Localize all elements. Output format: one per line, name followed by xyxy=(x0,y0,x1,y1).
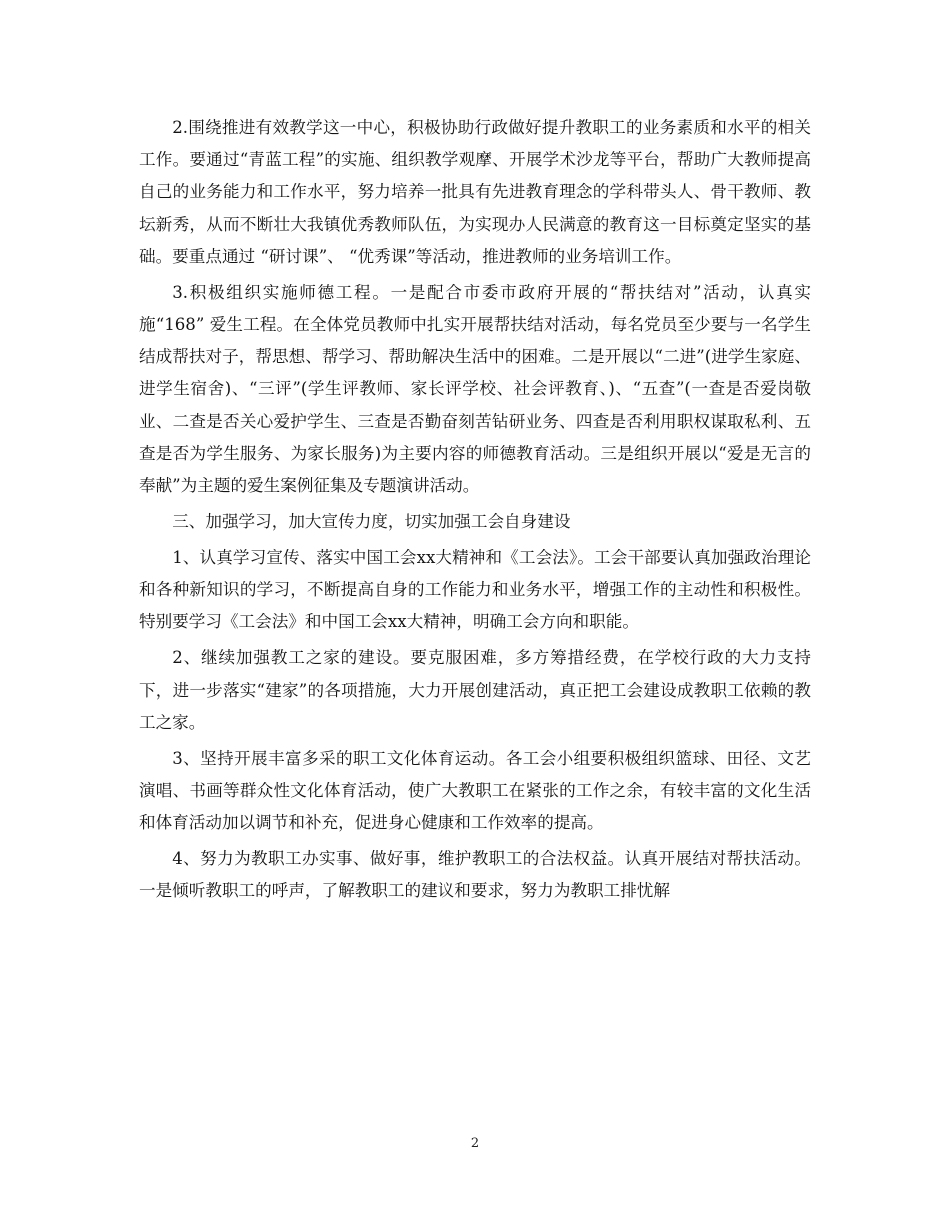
paragraph-staff-rights: 4、努力为教职工办实事、做好事，维护教职工的合法权益。认真开展结对帮扶活动。一是倾听教职工的呼声，了解教职工的建议和要求，努力为教职工排忧解 xyxy=(139,849,811,901)
section-heading-3: 三、加强学习，加大宣传力度，切实加强工会自身建设 xyxy=(172,512,571,532)
paragraph-ethics-project: 3.积极组织实施师德工程。一是配合市委市政府开展的“帮扶结对”活动，认真实施“168” 爱生工程。在全体党员教师中扎实开展帮扶结对活动，每名党员至少要与一名学生结成帮扶对子，帮思想、帮学习、帮助解决生活中的困难。二是开展以“二进”(进学生家庭、进学生宿舍)、“三评”(学生评教师、家长评学校、社会评教育、)、“五查”(一查是否爱岗敬业、二查是否关心爱护学生、三查是否勤奋刻苦钻研业务、四查是否利用职权谋取私利、五查是否为学生服务、为家长服务)为主要内容的师德教育活动。三是组织开展以“爱是无言的奉献”为主题的爱生案例征集及专题演讲活动。 xyxy=(139,282,811,496)
paragraph-study-union-law: 1、认真学习宣传、落实中国工会xx大精神和《工会法》。工会干部要认真加强政治理论和各种新知识的学习，不断提高自身的工作能力和业务水平，增强工作的主动性和积极性。特别要学习《工会法》和中国工会xx大精神，明确工会方向和职能。 xyxy=(139,548,811,632)
paragraph-teaching-quality: 2.围绕推进有效教学这一中心，积极协助行政做好提升教职工的业务素质和水平的相关工作。要通过“青蓝工程”的实施、组织教学观摩、开展学术沙龙等平台，帮助广大教师提高自己的业务能力和工作水平，努力培养一批具有先进教育理念的学科带头人、骨干教师、教坛新秀，从而不断壮大我镇优秀教师队伍，为实现办人民满意的教育这一目标奠定坚实的基础。要重点通过 “研讨课”、 “优秀课”等活动，推进教师的业务培训工作。 xyxy=(139,118,811,266)
paragraph-staff-home: 2、继续加强教工之家的建设。要克服困难，多方筹措经费，在学校行政的大力支持下，进一步落实“建家”的各项措施，大力开展创建活动，真正把工会建设成教职工依赖的教工之家。 xyxy=(139,648,811,732)
paragraph-culture-sports: 3、坚持开展丰富多采的职工文化体育运动。各工会小组要积极组织篮球、田径、文艺演唱、书画等群众性文化体育活动，使广大教职工在紧张的工作之余，有较丰富的文化生活和体育活动加以调节和补充，促进身心健康和工作效率的提高。 xyxy=(139,748,811,833)
document-body xyxy=(139,112,811,911)
page-number: 2 xyxy=(470,1136,480,1151)
